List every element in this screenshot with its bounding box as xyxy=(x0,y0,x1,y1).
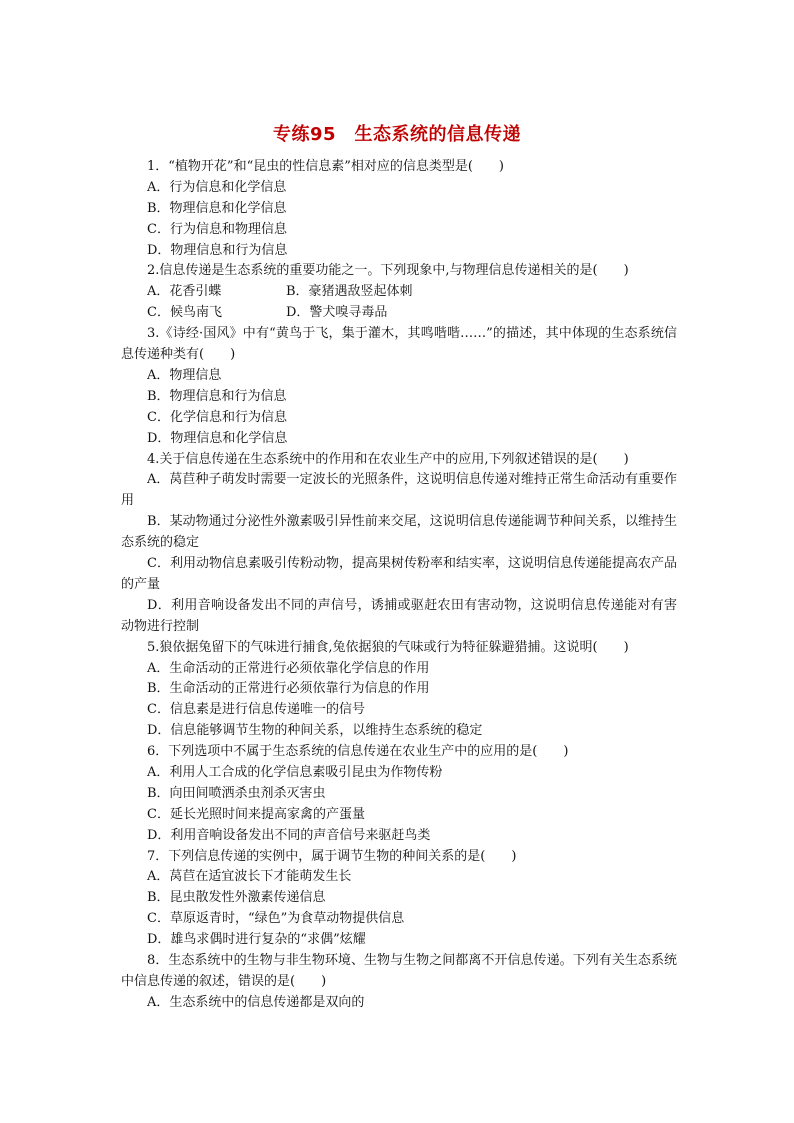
option: D．利用音响设备发出不同的声信号，诱捕或驱赶农田有害动物，这说明信息传递能对有害动物进行控制 xyxy=(121,597,677,634)
option: D．物理信息和化学信息 xyxy=(147,430,288,446)
option: C．行为信息和物理信息 xyxy=(147,221,287,237)
question-stem: 1．“植物开花”和“昆虫的性信息素”相对应的信息类型是( ) xyxy=(147,159,504,174)
option: A．莴苣种子萌发时需要一定波长的光照条件，这说明信息传递对维持正常生命活动有重要作用 xyxy=(121,472,677,509)
question-stem: 5.狼依据兔留下的气味进行捕食,兔依据狼的气味或行为特征躲避猎捕。这说明( ) xyxy=(147,639,629,655)
option: D．雄鸟求偶时进行复杂的“求偶”炫耀 xyxy=(147,932,366,948)
page-title: 专练95 生态系统的信息传递 xyxy=(272,124,522,145)
question-stem: 4.关于信息传递在生态系统中的作用和在农业生产中的应用,下列叙述错误的是( ) xyxy=(147,451,629,467)
option: C．候鸟南飞 xyxy=(147,305,222,321)
option: B．生命活动的正常进行必须依靠行为信息的作用 xyxy=(147,681,430,697)
question-stem: 8．生态系统中的生物与非生物环境、生物与生物之间都离不开信息传递。下列有关生态系统中信息传递的叙述，错误的是( ) xyxy=(121,953,677,989)
question-stem: 6．下列选项中不属于生态系统的信息传递在农业生产中的应用的是( ) xyxy=(147,744,569,760)
option: D．信息能够调节生物的种间关系，以维持生态系统的稳定 xyxy=(147,723,483,739)
option-row xyxy=(121,303,677,324)
question-stem: 3.《诗经·国风》中有“黄鸟于飞，集于灌木，其鸣喈喈……”的描述，其中体现的生态系统信息传递种类有( ) xyxy=(121,326,677,363)
option: A．莴苣在适宜波长下才能萌发生长 xyxy=(147,869,352,885)
option: B．某动物通过分泌性外激素吸引异性前来交尾，这说明信息传递能调节种间关系，以维持生态系统的稳定 xyxy=(121,514,677,551)
question-list xyxy=(121,157,677,1014)
option: B．物理信息和行为信息 xyxy=(147,388,287,404)
option: C．信息素是进行信息传递唯一的信号 xyxy=(147,702,365,718)
option: B．向田间喷洒杀虫剂杀灭害虫 xyxy=(147,785,326,801)
option: A．物理信息 xyxy=(147,367,222,383)
option: C．延长光照时间来提高家禽的产蛋量 xyxy=(147,806,365,822)
option: D．物理信息和行为信息 xyxy=(147,242,288,258)
option: A．行为信息和化学信息 xyxy=(147,179,287,195)
question-stem: 2.信息传递是生态系统的重要功能之一。下列现象中,与物理信息传递相关的是( ) xyxy=(147,263,629,279)
option: A．花香引蝶 xyxy=(147,284,222,300)
option: B．昆虫散发性外激素传递信息 xyxy=(147,890,326,906)
option: A．生命活动的正常进行必须依靠化学信息的作用 xyxy=(147,660,430,676)
option: C．化学信息和行为信息 xyxy=(147,409,287,425)
option-row xyxy=(121,282,677,303)
option: B．豪猪遇敌竖起体刺 xyxy=(286,284,413,300)
option: A．生态系统中的信息传递都是双向的 xyxy=(147,994,365,1010)
option: A．利用人工合成的化学信息素吸引昆虫为作物传粉 xyxy=(147,764,443,780)
option: D．利用音响设备发出不同的声音信号来驱赶鸟类 xyxy=(147,827,431,843)
option: C．草原返青时，“绿色”为食草动物提供信息 xyxy=(147,911,405,927)
question-stem: 7．下列信息传递的实例中，属于调节生物的种间关系的是( ) xyxy=(147,848,517,864)
option: C．利用动物信息素吸引传粉动物，提高果树传粉率和结实率，这说明信息传递能提高农产品的产量 xyxy=(121,556,677,592)
option: B．物理信息和化学信息 xyxy=(147,200,287,216)
option: D．警犬嗅寻毒品 xyxy=(286,305,388,321)
